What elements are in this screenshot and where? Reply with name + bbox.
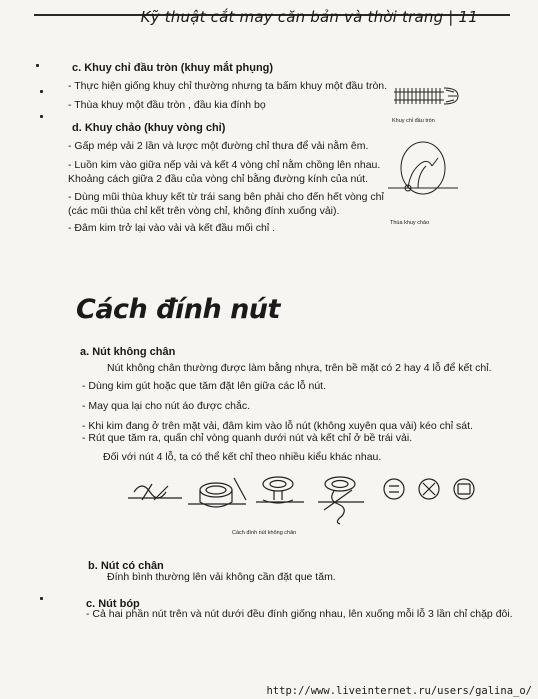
section-a-heading: a. Nút không chân bbox=[80, 346, 176, 358]
section-c2-heading: c. Nút bóp bbox=[86, 598, 140, 610]
page-header: Kỹ thuật cắt may căn bản và thời trang | 11 bbox=[140, 8, 478, 26]
main-title: Cách đính nút bbox=[76, 294, 280, 325]
section-a-line: - Dùng kim gút hoặc que tăm đặt lên giữa các lỗ nút. bbox=[82, 380, 326, 392]
section-c-heading: c. Khuy chỉ đầu tròn (khuy mắt phụng) bbox=[72, 62, 274, 74]
section-d-line: - Đâm kim trở lại vào vải và kết đầu mối chỉ . bbox=[68, 222, 276, 234]
margin-speck bbox=[36, 64, 39, 67]
footer-url: http://www.liveinternet.ru/users/galina_o/ bbox=[266, 685, 532, 697]
section-c2-line: - Cả hai phần nút trên và nút dưới đều đính giống nhau, lên xuống mỗi lỗ 3 lần chỉ chặp đôi. bbox=[86, 608, 513, 620]
figure-caption: Cách đính nút không chân bbox=[232, 530, 297, 536]
section-a-line: - Khi kim đang ở trên mặt vải, đâm kim vào lỗ nút (không xuyên qua vải) kéo chỉ sát. bbox=[82, 420, 473, 432]
section-d-heading: d. Khuy chảo (khuy vòng chỉ) bbox=[72, 122, 226, 134]
margin-speck bbox=[40, 597, 43, 600]
section-d-line: - Gấp mép vải 2 lần và lược một đường chỉ thưa để vải nằm êm. bbox=[68, 140, 369, 152]
section-a-line: Đối với nút 4 lỗ, ta có thể kết chỉ theo nhiều kiểu khác nhau. bbox=[103, 451, 382, 463]
section-d-line: - Dùng mũi thùa khuy kết từ trái sang bên phải cho đến hết vòng chỉ bbox=[68, 191, 384, 203]
figure-caption: Thùa khuy chảo bbox=[390, 220, 430, 226]
four-hole-button-icon bbox=[382, 477, 478, 501]
section-c-line: - Thực hiện giống khuy chỉ thường nhưng ta bấm khuy một đầu tròn. bbox=[68, 80, 388, 92]
margin-speck bbox=[40, 115, 43, 118]
bound-buttonhole-icon bbox=[392, 84, 462, 108]
figure-caption: Khuy chỉ đầu tròn bbox=[392, 118, 435, 124]
section-d-line: Khoảng cách giữa 2 đầu của vòng chỉ bằng đường kính của nút. bbox=[68, 173, 368, 185]
header-title: Kỹ thuật cắt may căn bản và thời trang bbox=[140, 8, 444, 26]
section-a-line: Nút không chân thường được làm bằng nhựa, trên bề mặt có 2 hay 4 lỗ để kết chỉ. bbox=[107, 362, 492, 374]
section-d-line: - Luồn kim vào giữa nếp vải và kết 4 vòng chỉ nằm chồng lên nhau. bbox=[68, 159, 381, 171]
section-c-line: - Thùa khuy một đầu tròn , đầu kia đính bọ bbox=[68, 99, 266, 111]
section-d-line: (các mũi thùa chỉ kết trên vòng chỉ, không đính xuống vải). bbox=[68, 205, 340, 217]
section-b-heading: b. Nút có chân bbox=[88, 560, 164, 572]
section-a-line: - May qua lại cho nút áo được chắc. bbox=[82, 400, 250, 412]
sewing-button-steps-icon bbox=[128, 470, 368, 526]
loop-buttonhole-icon bbox=[388, 136, 458, 216]
margin-speck bbox=[40, 90, 43, 93]
section-a-line: - Rút que tăm ra, quấn chỉ vòng quanh dưới nút và kết chỉ ở bề trái vải. bbox=[82, 432, 413, 444]
page-number: 11 bbox=[458, 8, 478, 26]
section-b-line: Đính bình thường lên vải không cần đặt que tăm. bbox=[107, 571, 336, 583]
